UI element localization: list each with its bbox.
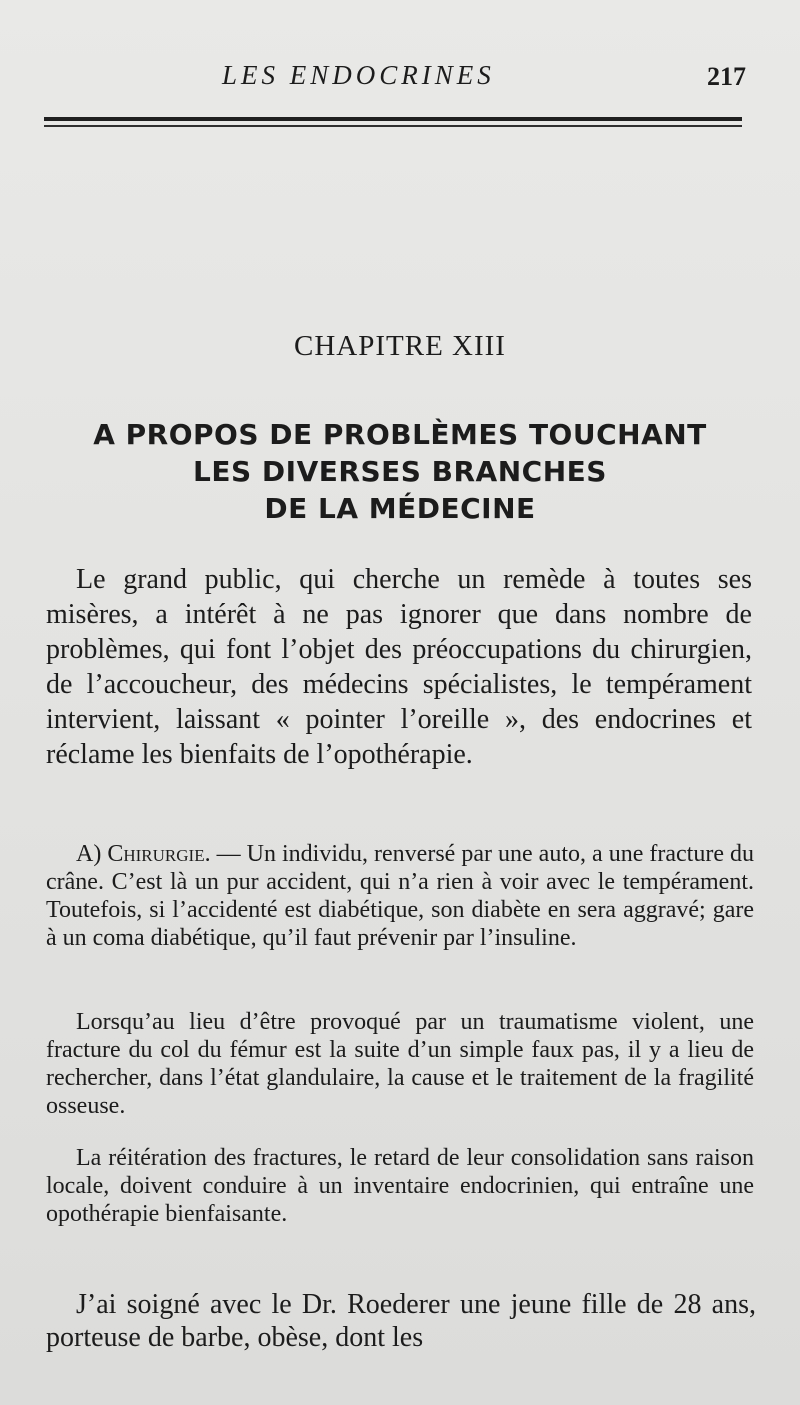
femur-paragraph: Lorsqu’au lieu d’être provoqué par un traumatisme violent, une fracture du col du fémur est la suite d’un simple faux pas, il y a lieu de rechercher, dans l’état glandulaire, la cause et le traitement de la fragilité osseuse. [46, 1009, 754, 1119]
chapter-title-line: DE LA MÉDECINE [264, 492, 536, 525]
header-rule-thin [44, 125, 742, 127]
running-header [44, 60, 746, 96]
section-a-label: A) [76, 841, 108, 867]
section-a-title: Chirurgie. [107, 841, 211, 867]
case-paragraph: J’ai soigné avec le Dr. Roederer une jeune fille de 28 ans, porteuse de barbe, obèse, dont les [46, 1289, 756, 1353]
section-a-text: — Un individu, renversé par une auto, a une fracture du crâne. C’est là un pur accident, qui n’a rien à voir avec le tempérament. Toutefois, si l’accidenté est diabétique, son diabète en sera aggravé; gare à un coma diabétique, qu’il faut prévenir par l’insuline. [46, 841, 755, 951]
header-rule-thick [44, 117, 742, 121]
page-number: 217 [707, 62, 746, 91]
chapter-title-line: A PROPOS DE PROBLÈMES TOUCHANT [93, 418, 707, 451]
intro-paragraph: Le grand public, qui cherche un remède à toutes ses misères, a intérêt à ne pas ignorer que dans nombre de problèmes, qui font l’objet des préoccupations du chirurgien, de l’accoucheur, des médecins spécialistes, le tempérament intervient, laissant « pointer l’oreille », des endocrines et réclame les bienfaits de l’opothérapie. [46, 564, 752, 770]
fractures-paragraph: La réitération des fractures, le retard de leur consolidation sans raison locale, doivent conduire à un inventaire endocrinien, qui entraîne une opothérapie bienfaisante. [46, 1145, 754, 1227]
chapter-title [30, 416, 770, 527]
section-a-paragraph [46, 840, 754, 952]
chapter-label: CHAPITRE XIII [294, 330, 506, 362]
running-title: LES ENDOCRINES [222, 60, 495, 90]
chapter-title-line: LES DIVERSES BRANCHES [193, 455, 607, 488]
